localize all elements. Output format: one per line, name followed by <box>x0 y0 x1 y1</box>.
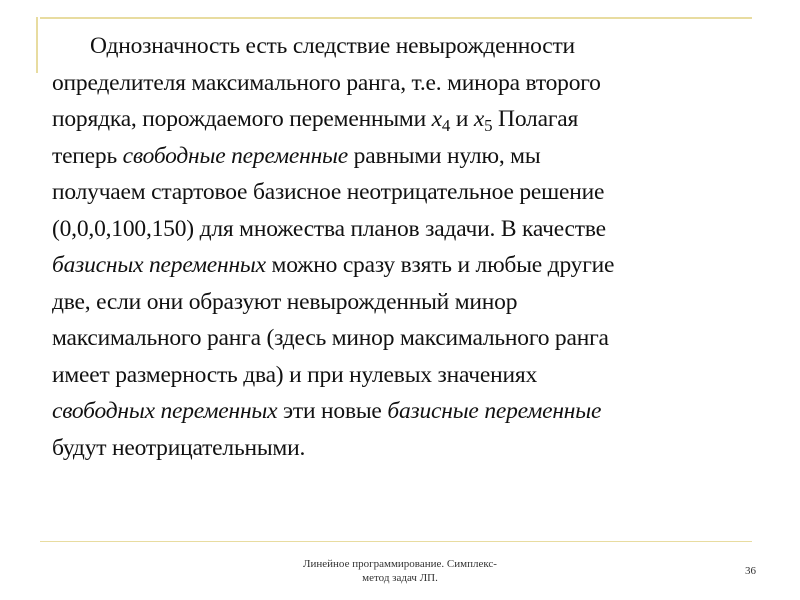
body-line-4-start: теперь <box>52 142 123 169</box>
body-line-8: две, если они образуют невырожденный минор <box>52 288 518 315</box>
term-basic-variables-2: базисные переменные <box>387 398 602 424</box>
body-line-1: Однозначность есть следствие невырожденности <box>90 33 575 59</box>
term-basic-variables: базисных переменных <box>52 252 266 278</box>
body-line-3-start: порядка, порождаемого переменными <box>52 106 432 132</box>
top-decorative-rule <box>40 17 752 19</box>
footer-caption-line-2: метод задач ЛП. <box>362 572 438 584</box>
body-line-12: будут неотрицательными. <box>52 434 306 461</box>
body-line-9: максимального ранга (здесь минор максимального ранга <box>52 325 609 351</box>
term-free-variables-2: свободных переменных <box>52 398 278 424</box>
body-line-11-mid: эти новые <box>277 398 388 424</box>
body-line-11 <box>52 393 767 430</box>
body-line-2: определителя максимального ранга, т.е. минора второго <box>52 69 601 96</box>
body-line-4 <box>52 138 767 175</box>
body-line-4-end: равными нулю, мы <box>348 142 541 169</box>
bottom-decorative-rule <box>40 541 752 542</box>
conjunction-and: и <box>450 106 474 132</box>
body-line-7 <box>52 247 767 284</box>
variable-x5-index: 5 <box>484 116 493 136</box>
body-line-6: (0,0,0,100,150) для множества планов задачи. В качестве <box>52 215 606 242</box>
variable-x4-index: 4 <box>441 116 451 136</box>
footer-caption-line-1: Линейное программирование. Симплекс- <box>303 558 497 570</box>
body-line-5: получаем стартовое базисное неотрицательное решение <box>52 179 605 205</box>
left-decorative-rule <box>36 17 38 73</box>
variable-x4 <box>431 106 451 136</box>
body-line-10: имеет размерность два) и при нулевых значениях <box>52 361 538 388</box>
term-free-variables: свободные переменные <box>122 142 348 169</box>
page-number: 36 <box>745 565 756 577</box>
variable-x5-letter: x <box>473 106 485 132</box>
body-line-7-end: можно сразу взять и любые другие <box>265 252 615 278</box>
footer-caption <box>250 557 550 585</box>
variable-x4-letter: x <box>431 106 442 132</box>
body-line-3-end: Полагая <box>492 106 579 132</box>
slide-body-text <box>52 28 767 466</box>
body-line-3 <box>52 101 767 138</box>
variable-x5 <box>473 106 493 136</box>
